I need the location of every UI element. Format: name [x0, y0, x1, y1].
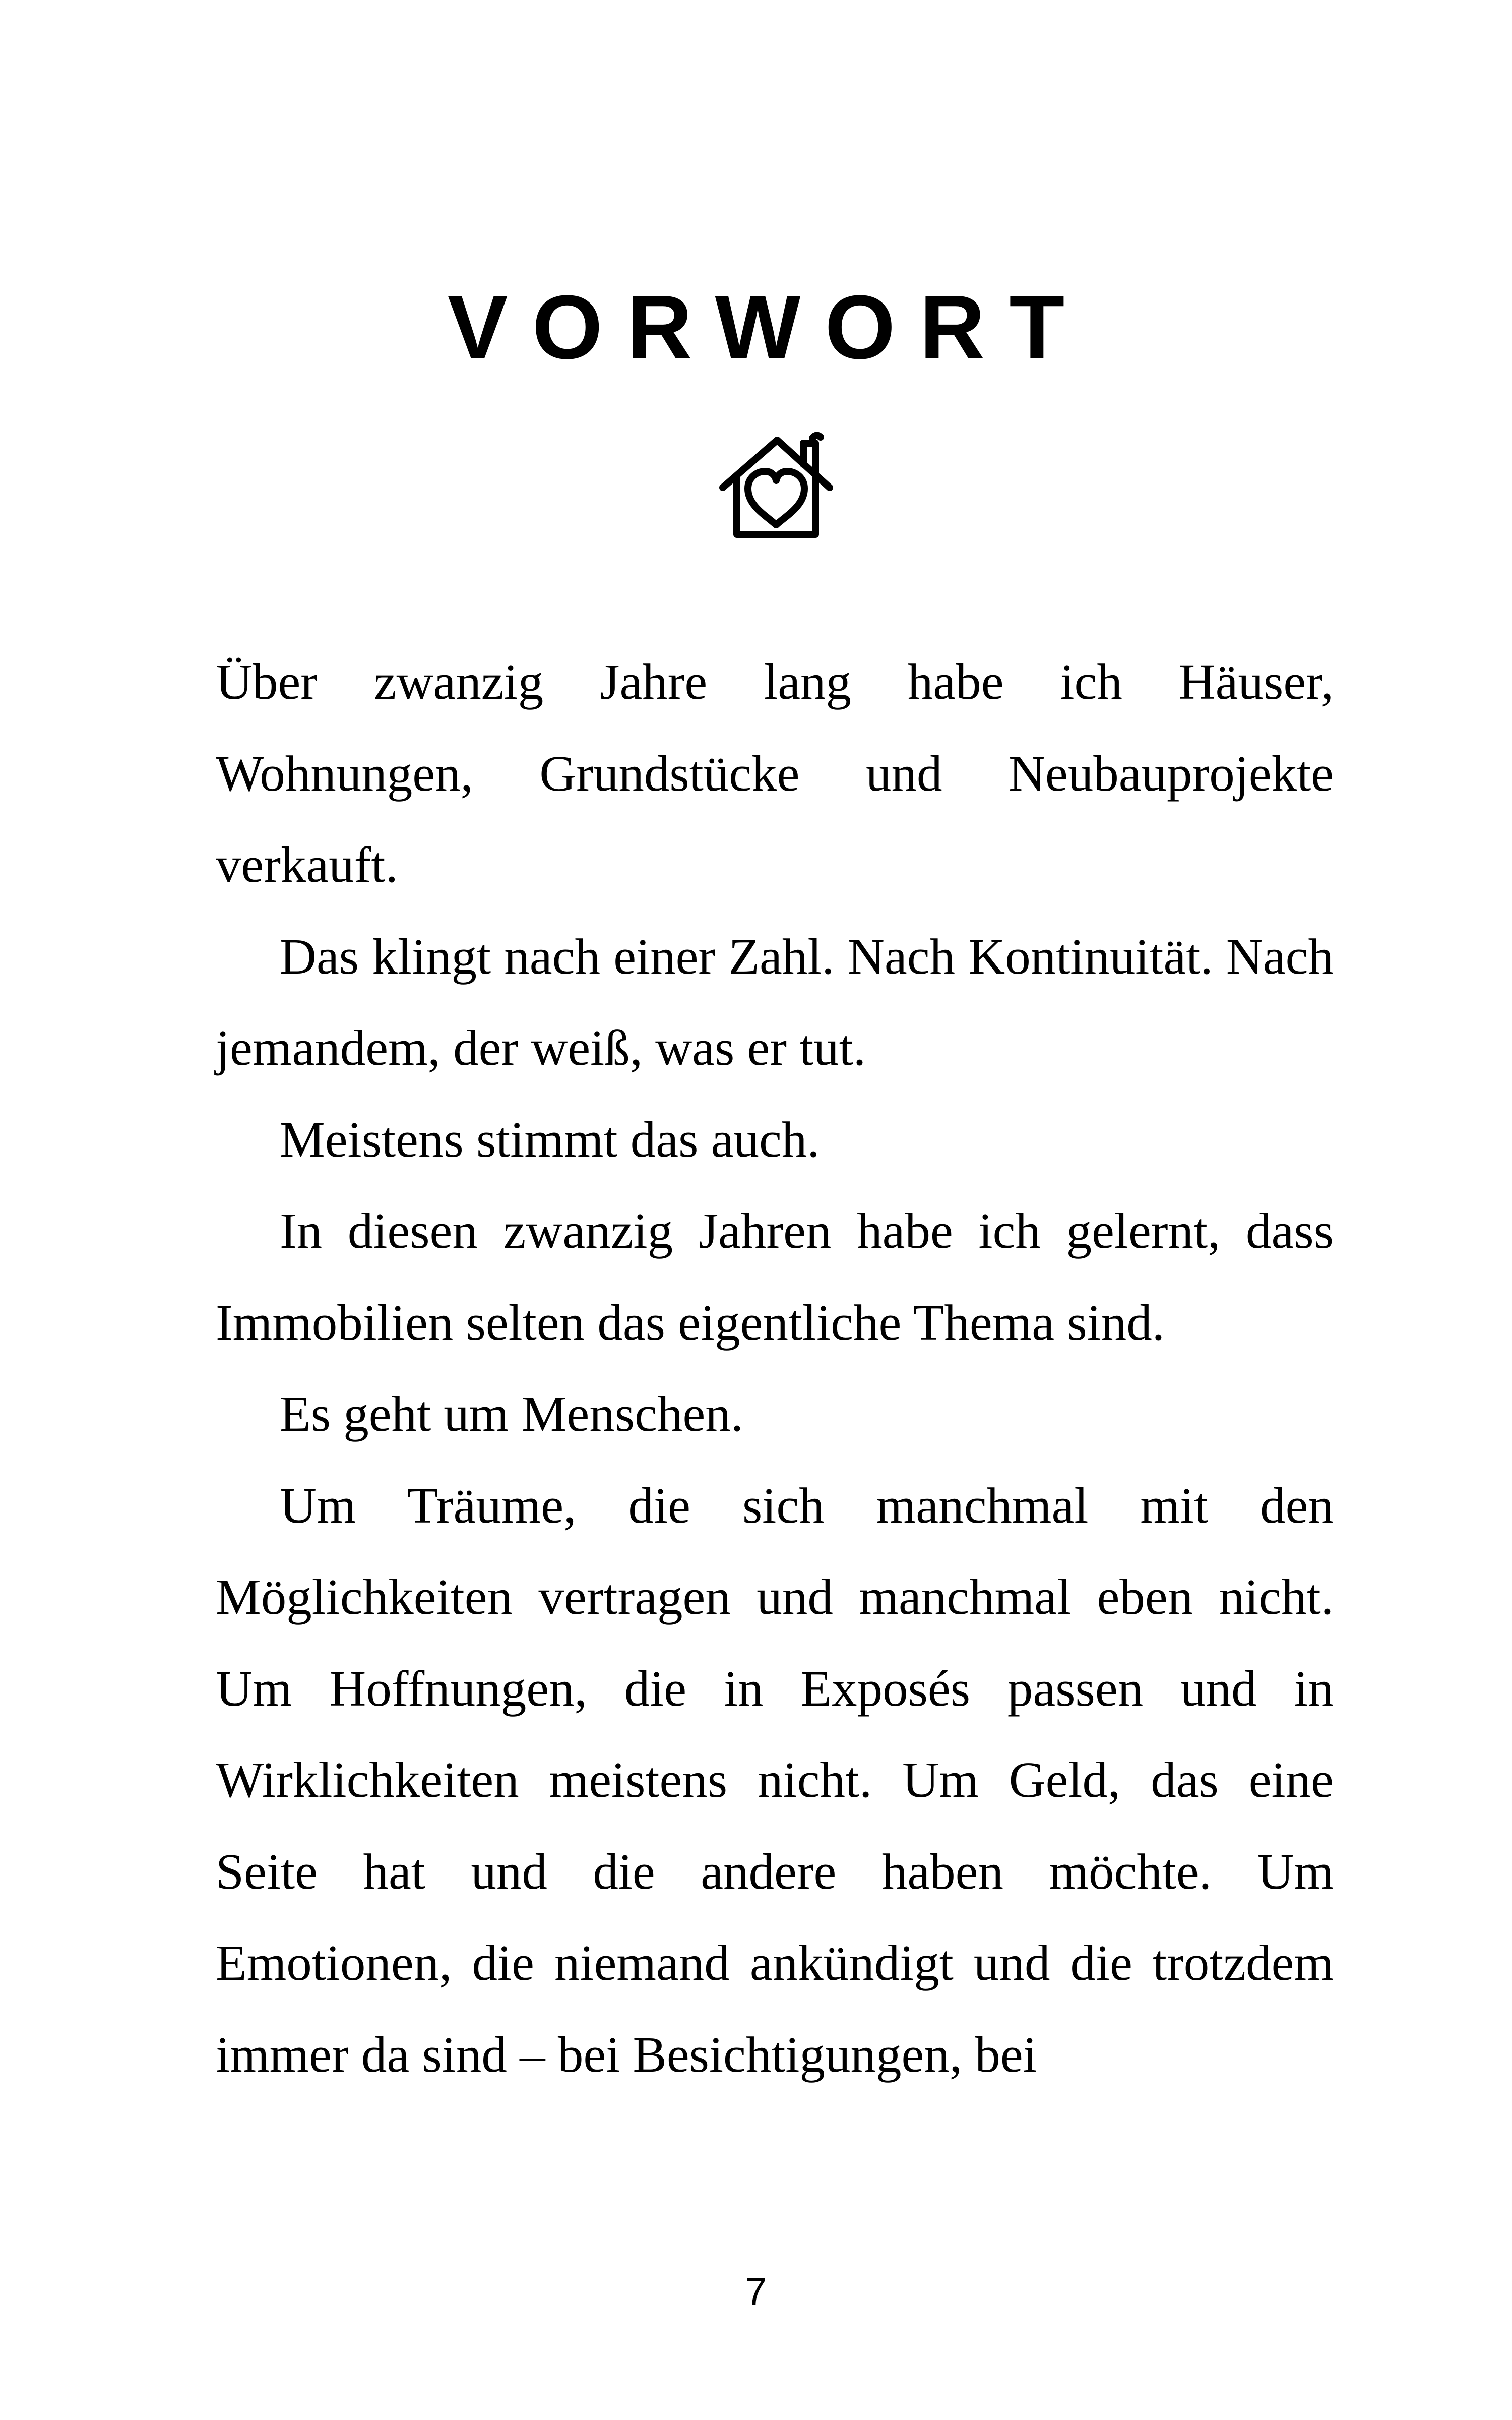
paragraph-6: Um Träume, die sich manchmal mit den Möglichkeiten vertragen und manchmal eben nicht. Um Hoffnungen, die in Exposés passen und in Wirklichkeiten meistens nicht. Um Geld, das eine Seite hat und die andere haben möchte. Um Emotionen, die niemand ankündigt und die trotzdem immer da sind – bei Besichtigungen, bei — [216, 1477, 1334, 2083]
paragraph-5: Es geht um Menschen. — [280, 1385, 744, 1442]
page-number: 7 — [745, 2269, 767, 2314]
house-heart-icon — [716, 431, 837, 542]
paragraph-2: Das klingt nach einer Zahl. Nach Kontinuität. Nach jemandem, der weiß, was er tut. — [216, 928, 1334, 1076]
body-text — [216, 636, 1334, 2100]
paragraph-4: In diesen zwanzig Jahren habe ich gelernt, dass Immobilien selten das eigentliche Thema sind. — [216, 1202, 1334, 1351]
chapter-title: VORWORT — [447, 277, 1089, 378]
paragraph-3: Meistens stimmt das auch. — [280, 1111, 820, 1168]
paragraph-1: Über zwanzig Jahre lang habe ich Häuser, Wohnungen, Grundstücke und Neubauprojekte verkauft. — [216, 653, 1334, 893]
